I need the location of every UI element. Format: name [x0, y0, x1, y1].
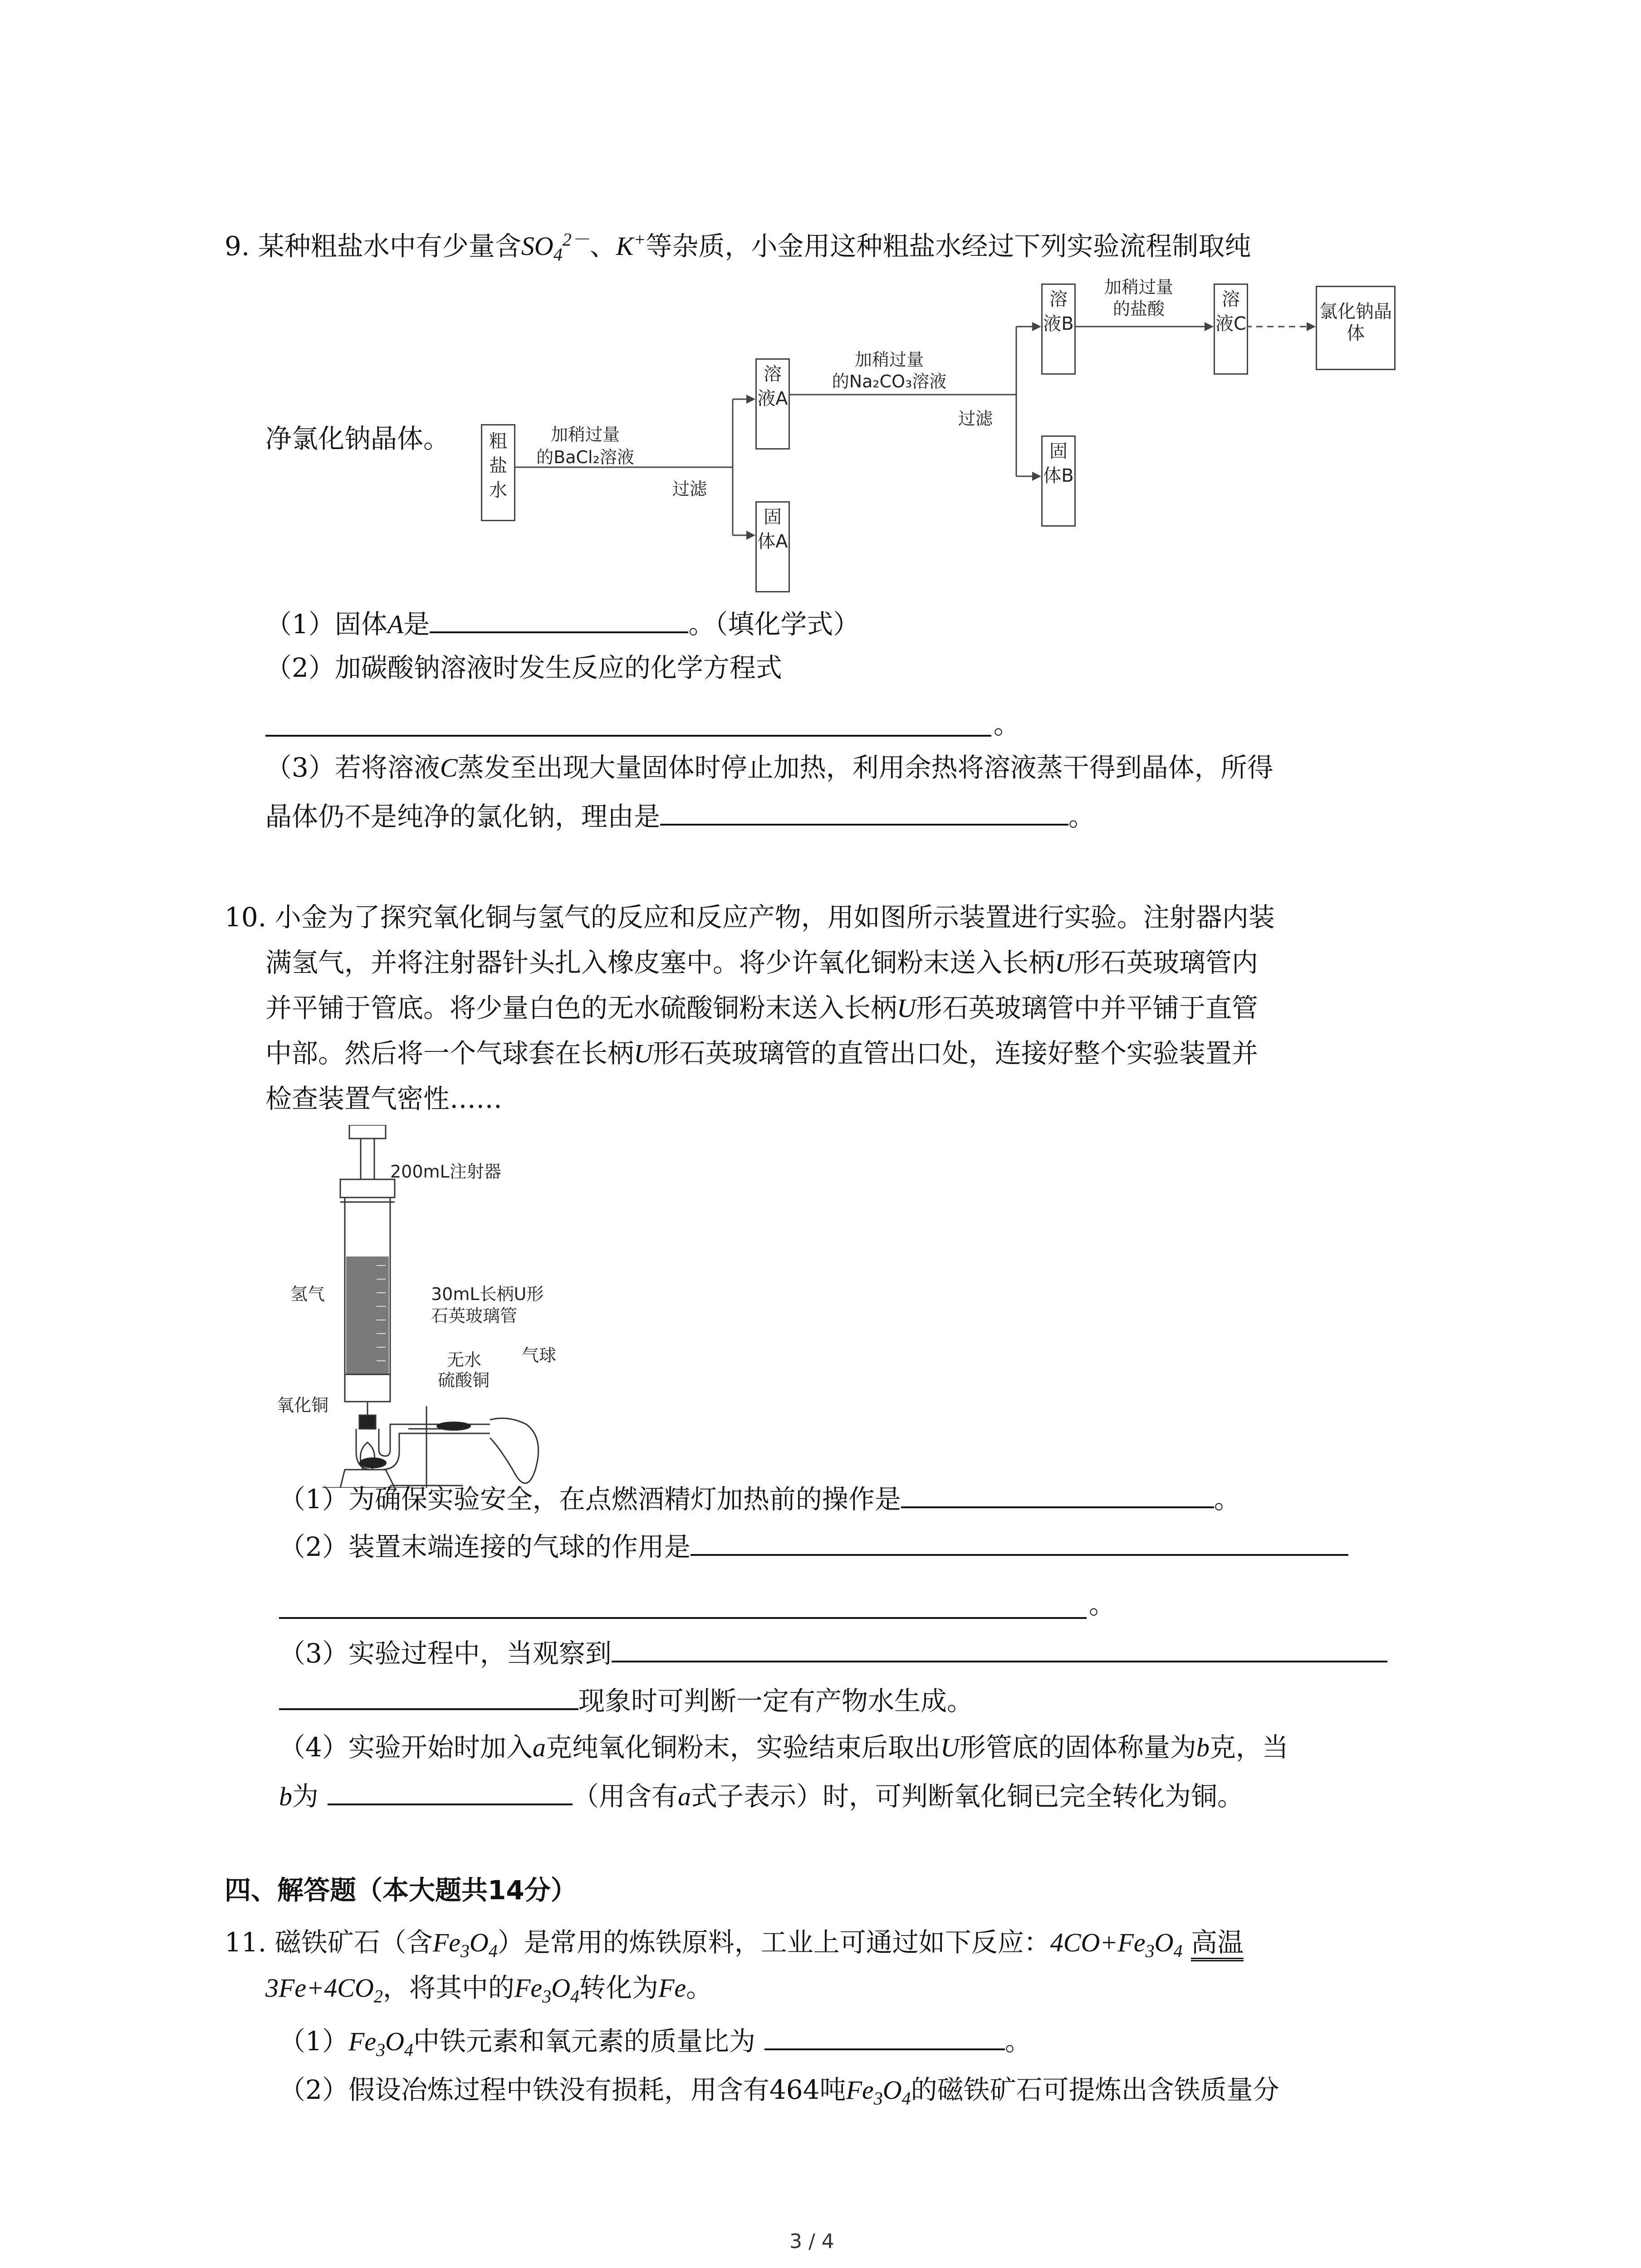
q9-part2-end: 。	[994, 709, 1020, 740]
solution-a-box: 溶液A	[755, 358, 790, 450]
q10-answer4-blank[interactable]	[328, 1778, 573, 1805]
q11-line2: $3Fe+4CO_2$，将其中的$Fe_3O_4$转化为Fe。	[265, 1972, 713, 2007]
cuso4-powder	[436, 1422, 471, 1431]
q11-line1: 11. 磁铁矿石（含$Fe_3O_4$）是常用的炼铁原料，工业上可通过如下反应：$4CO+Fe_3O_4$ 高温	[225, 1927, 1244, 1961]
q9-part1: （1）固体A是 。（填化学式）	[265, 606, 859, 641]
q10-answer3-blank-a[interactable]	[612, 1635, 1387, 1662]
q10-answer3-blank-b[interactable]	[279, 1683, 578, 1710]
reagent3-label-b: 的盐酸	[1112, 299, 1165, 319]
q9-answer2-blank[interactable]	[265, 735, 991, 737]
reagent2-label-b: 的Na₂CO₃溶液	[832, 371, 947, 391]
q10-part3-line2: 现象时可判断一定有产物水生成。	[279, 1683, 973, 1718]
q9-line2: 净氯化钠晶体。	[265, 423, 450, 454]
q10-part4: （4）实验开始时加入a克纯氧化铜粉末，实验结束后取出U形管底的固体称量为b克，当	[279, 1732, 1288, 1763]
reagent3-label-a: 加稍过量	[1104, 277, 1173, 297]
solid-b-box: 固体B	[1041, 435, 1076, 527]
q10-part2: （2）装置末端连接的气球的作用是	[279, 1529, 1348, 1564]
q10-part3: （3）实验过程中，当观察到	[279, 1635, 1387, 1670]
q10-line1: 10. 小金为了探究氧化铜与氢气的反应和反应产物，用如图所示装置进行实验。注射器内装	[225, 902, 1275, 933]
label-hydrogen: 氢气	[290, 1284, 325, 1304]
label-cuso4-a: 无水	[447, 1350, 482, 1370]
label-syringe: 200mL注射器	[390, 1162, 501, 1182]
q9-part3-line1: （3）若将溶液C蒸发至出现大量固体时停止加热，利用余热将溶液蒸干得到晶体，所得	[265, 752, 1274, 783]
q9-answer1-blank[interactable]	[430, 606, 688, 633]
q11-part1: $(1)Fe_3O_4$中铁元素和氧元素的质量比为 。	[279, 2023, 1031, 2067]
q9-part3-line2: 晶体仍不是纯净的氯化钠，理由是 。	[265, 798, 1095, 833]
q10-answer2-blank-a[interactable]	[691, 1529, 1348, 1556]
q9-part2: （2）加碳酸钠溶液时发生反应的化学方程式	[265, 652, 782, 683]
label-u-tube-b: 石英玻璃管	[431, 1306, 518, 1326]
label-cuso4-b: 硫酸铜	[438, 1370, 490, 1390]
q10-line2: 满氢气，并将注射器针头扎入橡皮塞中。将少许氧化铜粉末送入长柄U形石英玻璃管内	[265, 947, 1258, 978]
potassium-ion: K+	[616, 230, 646, 261]
q10-answer2-blank-b[interactable]	[279, 1617, 1087, 1619]
q10-answer1-blank[interactable]	[901, 1481, 1214, 1508]
page-number: 3 / 4	[789, 2230, 834, 2253]
q9-line1: 9. 某种粗盐水中有少量含$SO_4^{2-}$、K+等杂质，小金用这种粗盐水经过下列实验流程制取纯	[225, 230, 1251, 265]
q10-line4: 中部。然后将一个气球套在长柄U形石英玻璃管的直管出口处，连接好整个实验装置并	[265, 1038, 1258, 1069]
q10-part1: （1）为确保实验安全，在点燃酒精灯加热前的操作是 。	[279, 1481, 1240, 1516]
reagent1-label-a: 加稍过量	[550, 425, 620, 445]
q9-answer3-blank[interactable]	[660, 798, 1068, 826]
filter1-label: 过滤	[672, 479, 707, 499]
label-u-tube-a: 30mL长柄U形	[431, 1284, 544, 1304]
label-balloon: 气球	[522, 1345, 557, 1365]
q10-part4-line2: b为 （用含有a式子表示）时，可判断氧化铜已完全转化为铜。	[279, 1778, 1244, 1813]
hydrogen-gas-fill	[346, 1256, 389, 1374]
q10-line3: 并平铺于管底。将少量白色的无水硫酸铜粉末送入长柄U形石英玻璃管中并平铺于直管	[265, 992, 1258, 1023]
nacl-crystal-box: 氯化钠晶体	[1316, 286, 1396, 370]
q10-part2-end: 。	[1089, 1589, 1116, 1620]
q10-line5: 检查装置气密性……	[265, 1083, 503, 1114]
section4-heading: 四、解答题（本大题共14分）	[225, 1875, 577, 1906]
reagent1-label-b: 的BaCl₂溶液	[536, 447, 634, 467]
reaction-condition: 高温	[1191, 1927, 1244, 1961]
sulfate-ion: $SO_4^{2-}$	[521, 230, 590, 265]
label-cuo: 氧化铜	[277, 1395, 329, 1415]
solid-a-box: 固体A	[755, 501, 790, 592]
solution-b-box: 溶液B	[1041, 284, 1076, 375]
q11-answer1-blank[interactable]	[764, 2023, 1005, 2050]
q11-part2: （2）假设冶炼过程中铁没有损耗，用含有464吨$Fe_3O_4$的磁铁矿石可提炼出含铁质量分	[279, 2074, 1279, 2109]
copper-oxide-powder	[359, 1457, 387, 1468]
solution-c-box: 溶液C	[1214, 284, 1248, 375]
crude-salt-box: 粗盐水	[481, 424, 515, 521]
filter2-label: 过滤	[958, 409, 993, 429]
reagent2-label-a: 加稍过量	[854, 350, 924, 370]
